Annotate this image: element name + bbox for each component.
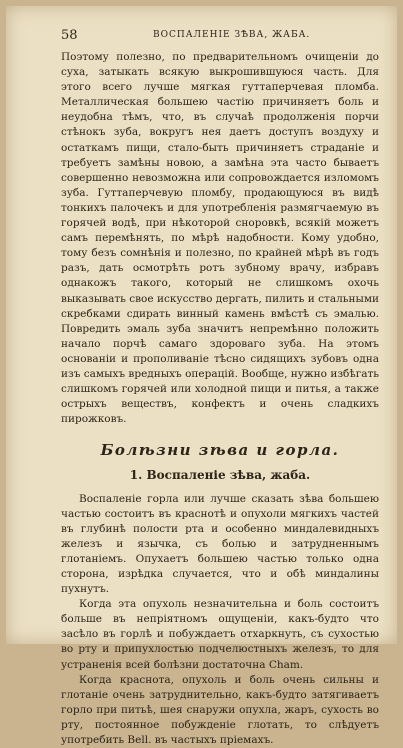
book-page xyxy=(6,6,397,747)
page-number: 58 xyxy=(61,28,78,43)
running-head: ВОСПАЛЕНІЕ ЗѢВА, ЖАБА. xyxy=(153,30,311,40)
section-paragraph: Когда краснота, опухоль и боль очень сильны и глотаніе очень затруднительно, какъ-будто затягиваетъ горло при питьѣ, шея снаружи опухла, жаръ, сухость во рту, постоянное побужденіе глотать, то слѣдуетъ употребить Bell. въ частыхъ пріемахъ. xyxy=(61,673,379,747)
intro-paragraph: Поэтому полезно, по предварительномъ очищеніи до суха, затыкать всякую выкрошившуюся часть. Для этого всего лучше мягкая гуттаперчевая пломба. Металлическая большею частію причиняетъ боль и неудобна тѣмъ, что, въ случаѣ продолженія порчи стѣнокъ зуба, вокругъ нея даетъ доступъ воздуху и остаткамъ пищи, стало-быть причиняетъ страданіе и требуетъ замѣны новою, а замѣна эта часто бываетъ совершенно невозможна или сопровождается изломомъ зуба. Гуттаперчевую пломбу, продающуюся въ видѣ тонкихъ палочекъ и для употребленія размягчаемую въ горячей водѣ, при нѣкоторой сноровкѣ, всякій можетъ самъ перемѣнять, по мѣрѣ надобности. Кому удобно, тому безъ сомнѣнія и полезно, по крайней мѣрѣ въ годъ разъ, дать осмотрѣть ротъ зубному врачу, избравъ однакожъ такого, который не слишкомъ охочь выказывать свое искусство дергать, пилить и стальными скребками сдирать винный камень вмѣстѣ съ эмалью. Повредить эмаль зуба значитъ непремѣнно положить начало порчѣ самаго здороваго зуба. На этомъ основаніи и прополиваніе тѣсно сидящихъ зубовъ одна изъ самыхъ вредныхъ операцій. Вообще, нужно избѣгать слишкомъ горячей или холодной пищи и питья, а также острыхъ веществъ, конфектъ и очень сладкихъ пирожковъ. xyxy=(61,51,379,426)
section-paragraph: Когда эта опухоль незначительна и боль состоитъ больше въ непріятномъ ощущеніи, какъ-будто что засѣло въ горлѣ и побуждаетъ отхаркнуть, съ сухостью во рту и припухлостью подчелюстныхъ железъ, то для устраненія всей болѣзни достаточна Cham. xyxy=(61,598,379,671)
page-body xyxy=(61,50,379,748)
page-header xyxy=(61,28,377,44)
section-title: Болѣзни зѣва и горла. xyxy=(100,441,340,460)
section-paragraph: Воспаленіе горла или лучше сказать зѣва большею частью состоитъ въ краснотѣ и опухоли мягкихъ частей въ глубинѣ полости рта и особенно миндалевидныхъ железъ и язычка, съ болью и затрудненнымъ глотаніемъ. Опухаетъ большею частью только одна сторона, изрѣдка случается, что и обѣ миндалины пухнутъ. xyxy=(61,492,379,596)
subsection-title: 1. Воспаленіе зѣва, жаба. xyxy=(129,468,311,483)
